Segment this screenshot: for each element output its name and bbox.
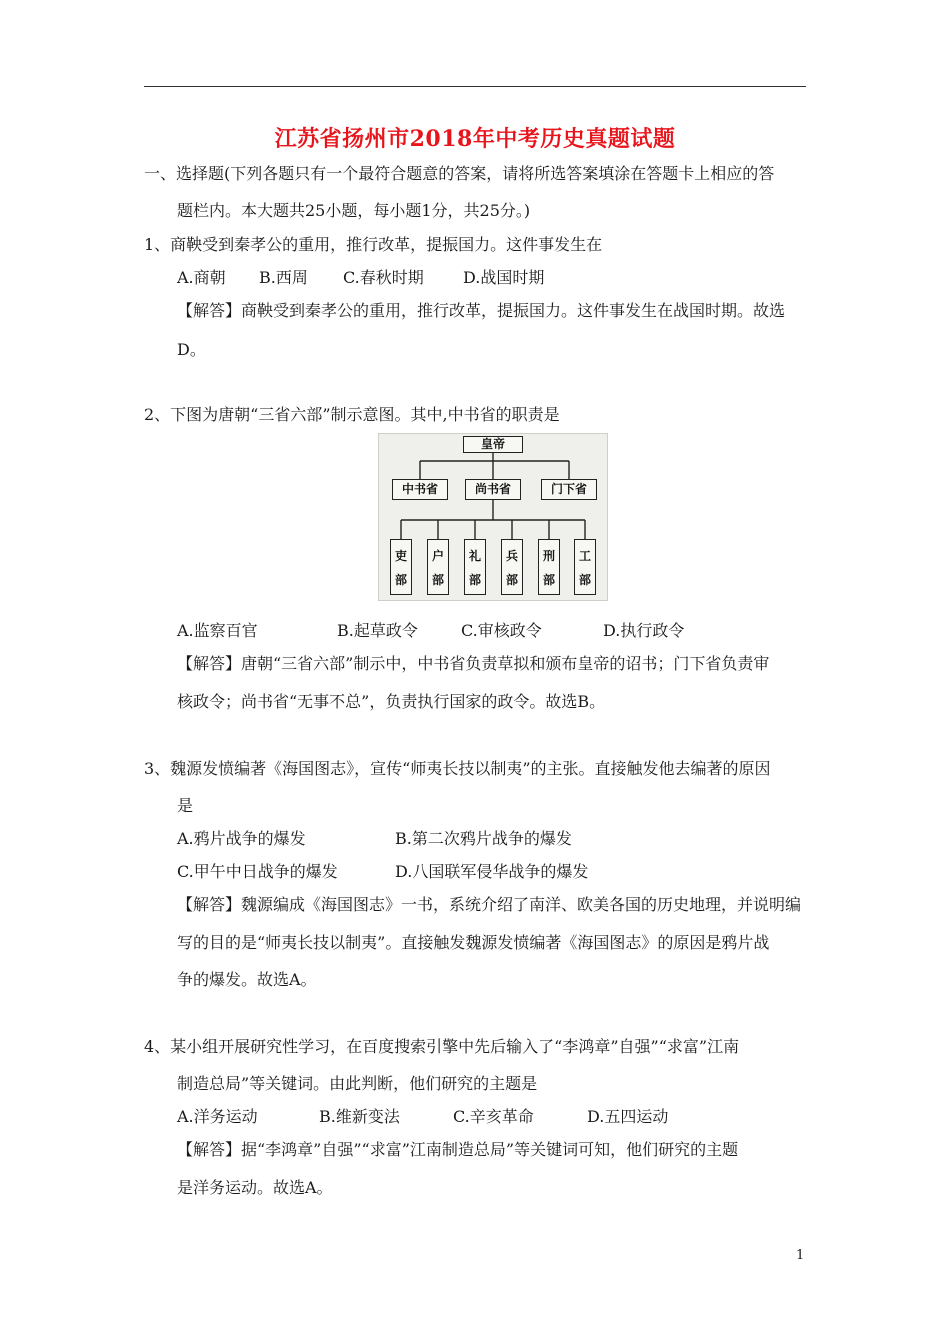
q1-option-c: C.春秋时期	[343, 268, 424, 287]
q3-option-a: A.鸦片战争的爆发	[177, 829, 306, 848]
q2-answer-line2: 核政令；尚书省“无事不总”，负责执行国家的政令。故选B。	[177, 692, 606, 711]
q2-option-d: D.执行政令	[603, 621, 685, 640]
ministry-char: 吏	[394, 548, 407, 563]
q3-option-c: C.甲午中日战争的爆发	[177, 862, 338, 881]
ministry-box-li-personnel	[390, 539, 412, 595]
ministry-box-gong-works	[574, 539, 596, 595]
ministry-char: 礼	[468, 548, 481, 563]
q1-answer-line1: 【解答】商鞅受到秦孝公的重用，推行改革，提振国力。这件事发生在战国时期。故选	[177, 301, 786, 320]
ministry-box-hu-revenue	[427, 539, 449, 595]
three-departments-six-ministries-diagram	[378, 433, 608, 601]
ministry-char: 部	[394, 572, 407, 587]
q1-option-b: B.西周	[259, 268, 308, 287]
q1-option-d: D.战国时期	[463, 268, 545, 287]
shangshu-box: 尚书省	[465, 479, 521, 500]
ministry-char: 部	[578, 572, 591, 587]
q3-stem-line2: 是	[177, 796, 194, 815]
q4-option-a: A.洋务运动	[177, 1107, 258, 1126]
q2-answer-line1: 【解答】唐朝“三省六部”制示中，中书省负责草拟和颁布皇帝的诏书；门下省负责审	[177, 654, 770, 673]
q4-stem-line2: 制造总局”等关键词。由此判断，他们研究的主题是	[177, 1074, 538, 1093]
ministry-char: 部	[505, 572, 518, 587]
q4-answer-line1: 【解答】据“李鸿章”自强”“求富”江南制造总局”等关键词可知，他们研究的主题	[177, 1140, 739, 1159]
q3-option-d: D.八国联军侵华战争的爆发	[395, 862, 589, 881]
q1-answer-line2: D。	[177, 340, 206, 359]
q4-answer-line2: 是洋务运动。故选A。	[177, 1178, 333, 1197]
ministry-char: 户	[431, 548, 444, 563]
document-title: 江苏省扬州市2018年中考历史真题试题	[274, 126, 676, 152]
section-heading-line1: 一、选择题(下列各题只有一个最符合题意的答案，请将所选答案填涂在答题卡上相应的答	[144, 164, 775, 183]
emperor-box: 皇帝	[463, 436, 523, 453]
ministry-char: 部	[542, 572, 555, 587]
q4-option-d: D.五四运动	[587, 1107, 669, 1126]
ministry-char: 兵	[505, 548, 518, 563]
q1-option-a: A.商朝	[177, 268, 226, 287]
page-number: 1	[796, 1248, 805, 1263]
q1-stem: 1、商鞅受到秦孝公的重用，推行改革，提振国力。这件事发生在	[144, 235, 603, 254]
ministry-box-bing-war	[501, 539, 523, 595]
q2-option-b: B.起草政令	[337, 621, 418, 640]
ministry-box-xing-justice	[538, 539, 560, 595]
q3-stem-line1: 3、魏源发愤编著《海国图志》，宣传“师夷长技以制夷”的主张。直接触发他去编著的原因	[144, 759, 771, 778]
section-heading-line2: 题栏内。本大题共25小题，每小题1分，共25分。)	[177, 201, 531, 220]
q3-answer-line3: 争的爆发。故选A。	[177, 970, 317, 989]
ministry-char: 工	[578, 548, 591, 563]
header-rule	[144, 86, 806, 87]
q4-stem-line1: 4、某小组开展研究性学习，在百度搜索引擎中先后输入了“李鸿章”自强”“求富”江南	[144, 1037, 740, 1056]
q2-option-c: C.审核政令	[461, 621, 542, 640]
ministry-box-li-rites	[464, 539, 486, 595]
q2-stem: 2、下图为唐朝“三省六部”制示意图。其中,中书省的职责是	[144, 405, 560, 424]
q2-option-a: A.监察百官	[177, 621, 258, 640]
q3-answer-line2: 写的目的是“师夷长技以制夷”。直接触发魏源发愤编著《海国图志》的原因是鸦片战	[177, 933, 770, 952]
zhongshu-box: 中书省	[392, 479, 448, 500]
ministry-char: 部	[431, 572, 444, 587]
ministry-char: 部	[468, 572, 481, 587]
ministry-char: 刑	[542, 548, 555, 563]
q4-option-c: C.辛亥革命	[453, 1107, 534, 1126]
menxia-box: 门下省	[541, 479, 597, 500]
q3-option-b: B.第二次鸦片战争的爆发	[395, 829, 572, 848]
q3-answer-line1: 【解答】魏源编成《海国图志》一书，系统介绍了南洋、欧美各国的历史地理，并说明编	[177, 895, 802, 914]
q4-option-b: B.维新变法	[319, 1107, 400, 1126]
diagram-connectors	[379, 434, 607, 600]
